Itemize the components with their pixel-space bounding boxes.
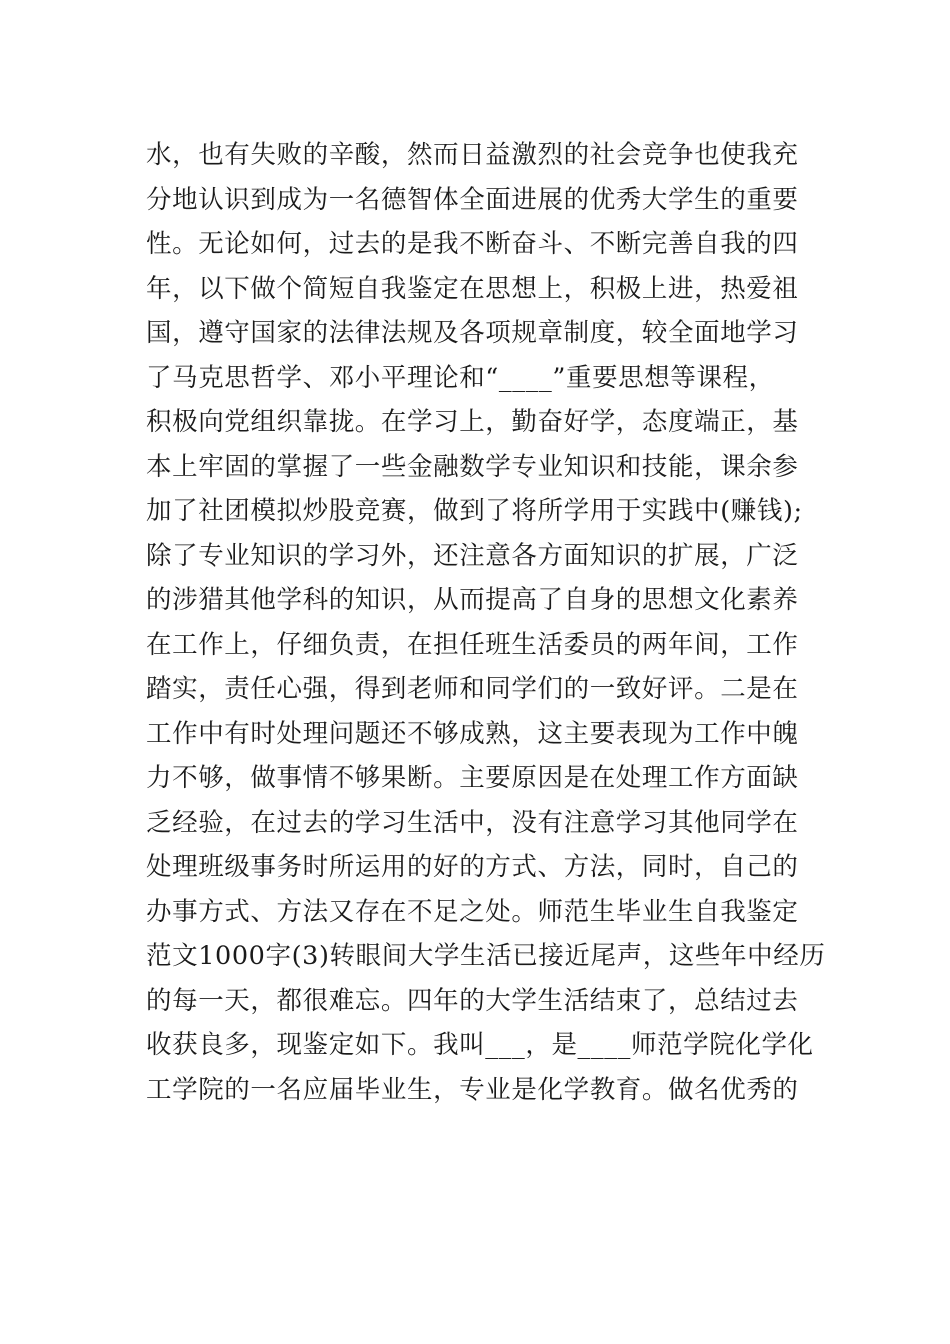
text-line: 处理班级事务时所运用的好的方式、方法，同时，自己的 (146, 852, 799, 882)
text-line: 除了专业知识的学习外，还注意各方面知识的扩展，广泛 (146, 540, 799, 571)
text-line: 国，遵守国家的法律法规及各项规章制度，较全面地学习 (146, 318, 799, 348)
text-line: 了马克思哲学、邓小平理论和“____”重要思想等课程， (146, 362, 775, 393)
text-line: 的每一天，都很难忘。四年的大学生活结束了，总结过去 (146, 985, 799, 1016)
text-line: 踏实，责任心强，得到老师和同学们的一致好评。二是在 (146, 674, 799, 704)
text-line: 性。无论如何，过去的是我不断奋斗、不断完善自我的四 (146, 229, 799, 259)
text-line: 办事方式、方法又存在不足之处。师范生毕业生自我鉴定 (146, 896, 799, 927)
text-line: 本上牢固的掌握了一些金融数学专业知识和技能，课余参 (146, 451, 799, 482)
text-line: 的涉猎其他学科的知识，从而提高了自身的思想文化素养 (146, 585, 799, 615)
text-line: 加了社团模拟炒股竞赛，做到了将所学用于实践中(赚钱); (146, 496, 803, 526)
text-line: 工学院的一名应届毕业生，专业是化学教育。做名优秀的 (146, 1074, 799, 1105)
text-line: 收获良多，现鉴定如下。我叫___，是____师范学院化学化 (146, 1030, 814, 1060)
text-line: 范文1000字(3)转眼间大学生活已接近尾声，这些年中经历 (146, 941, 826, 971)
text-line: 年，以下做个简短自我鉴定在思想上，积极上进，热爱祖 (146, 273, 799, 304)
text-line: 水，也有失败的辛酸，然而日益激烈的社会竞争也使我充 (146, 140, 799, 170)
text-line: 积极向党组织靠拢。在学习上，勤奋好学，态度端正，基 (146, 407, 799, 437)
text-line: 乏经验，在过去的学习生活中，没有注意学习其他同学在 (146, 807, 799, 838)
body-text (146, 133, 826, 1112)
text-line: 在工作上，仔细负责，在担任班生活委员的两年间，工作 (146, 629, 799, 660)
text-line: 工作中有时处理问题还不够成熟，这主要表现为工作中魄 (146, 718, 799, 749)
text-line: 分地认识到成为一名德智体全面进展的优秀大学生的重要 (146, 184, 799, 215)
text-line: 力不够，做事情不够果断。主要原因是在处理工作方面缺 (146, 763, 799, 793)
